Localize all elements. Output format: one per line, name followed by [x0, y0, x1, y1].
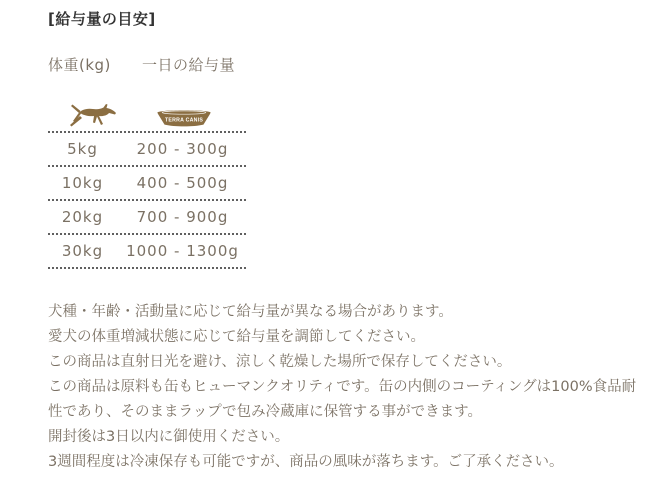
weight-cell: 5kg — [67, 140, 98, 158]
weight-column-header: 体重(kg) — [48, 56, 111, 74]
note-line: この商品は直射日光を避け、涼しく乾燥した場所で保存してください。 — [48, 354, 512, 370]
weight-cell: 20kg — [61, 208, 104, 226]
table-column-headers — [48, 55, 661, 75]
section-title: [給与量の目安] — [48, 10, 156, 28]
dotted-divider — [48, 267, 248, 269]
food-bowl-icon — [155, 108, 213, 127]
amount-cell: 400 - 500g — [136, 174, 229, 192]
weight-cell: 30kg — [61, 242, 104, 260]
table-row — [48, 133, 248, 165]
note-line: 愛犬の体重増減状態に応じて給与量を調節してください。 — [48, 329, 425, 345]
amount-cell: 1000 - 1300g — [126, 242, 239, 260]
weight-cell: 10kg — [61, 174, 104, 192]
care-notes — [48, 300, 646, 475]
amount-column-header: 一日の給与量 — [142, 56, 236, 74]
table-row — [48, 201, 248, 233]
note-line: 犬種・年齢・活動量に応じて給与量が異なる場合があります。 — [48, 304, 453, 320]
bowl-brand-label: TERRA CANIS — [164, 117, 204, 124]
table-icons-row — [48, 100, 248, 131]
note-line: 開封後は3日以内に御使用ください。 — [48, 429, 290, 445]
note-line: この商品は原料も缶もヒューマンクオリティです。缶の内側のコーティングは100%食品耐性であり、そのままラップで包み冷蔵庫に保管する事ができます。 — [48, 379, 637, 420]
leaping-dog-icon — [67, 103, 127, 128]
table-row — [48, 235, 248, 267]
amount-cell: 200 - 300g — [136, 140, 229, 158]
amount-cell: 700 - 900g — [136, 208, 229, 226]
feeding-table — [48, 100, 248, 269]
note-line: 3週間程度は冷凍保存も可能ですが、商品の風味が落ちます。ご了承ください。 — [48, 454, 564, 470]
table-row — [48, 167, 248, 199]
